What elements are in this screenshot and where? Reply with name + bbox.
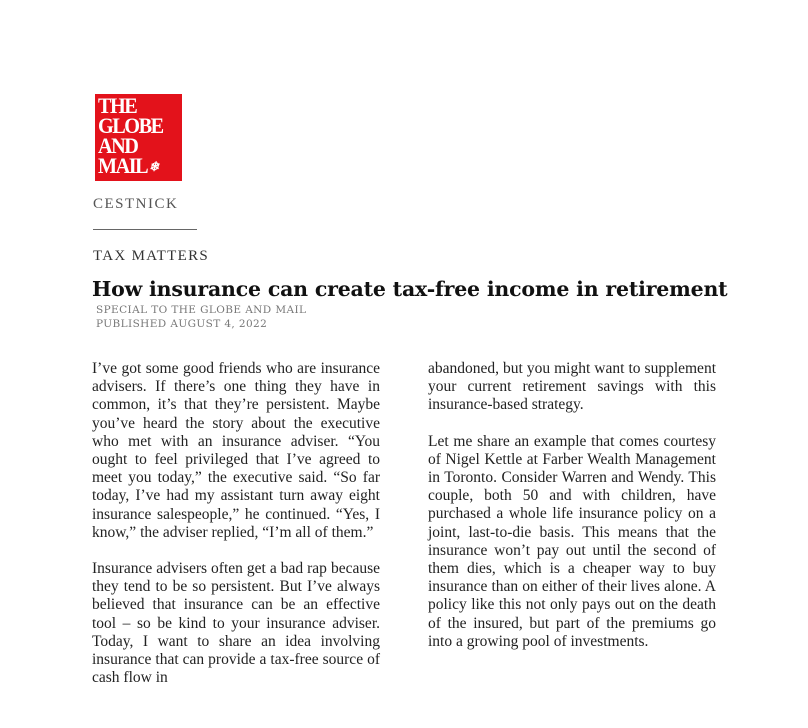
section-label: TAX MATTERS — [93, 248, 210, 264]
article-column-2 — [428, 360, 716, 669]
logo-line-4-text: MAIL — [98, 153, 148, 178]
body-paragraph: abandoned, but you might want to supplement your current retirement savings with this insurance-based strategy. — [428, 360, 716, 414]
logo-line-3: AND — [98, 133, 138, 158]
divider — [93, 229, 197, 230]
logo-line-2: GLOBE — [98, 113, 163, 138]
maple-leaf-icon: ❄ — [149, 159, 160, 174]
article-headline: How insurance can create tax-free income in retirement — [92, 277, 728, 301]
published-date: PUBLISHED AUGUST 4, 2022 — [96, 318, 268, 330]
byline: SPECIAL TO THE GLOBE AND MAIL — [96, 304, 307, 316]
logo-line-1: THE — [98, 93, 137, 118]
body-paragraph: Let me share an example that comes courtesy of Nigel Kettle at Farber Wealth Management in Toronto. Consider Warren and Wendy. This couple, both 50 and with children, have purchased a whole life insurance policy on a joint, last-to-die basis. This means that the insurance won’t pay out until the second of them dies, which is a cheaper way to buy insurance than on either of their lives alone. A policy like this not only pays out on the death of the insured, but part of the premiums go into a growing pool of investments. — [428, 432, 716, 650]
globe-and-mail-logo — [95, 94, 182, 181]
article-column-1 — [92, 360, 380, 705]
body-paragraph: I’ve got some good friends who are insurance advisers. If there’s one thing they have in common, it’s that they’re persistent. Maybe you’ve heard the story about the executive who met with an insurance adviser. “You ought to feel privileged that I’ve agreed to meet you today,” the executive said. “So far today, I’ve had my assistant turn away eight insurance salespeople,” he continued. “Yes, I know,” the adviser replied, “I’m all of them.” — [92, 360, 380, 541]
body-paragraph: Insurance advisers often get a bad rap because they tend to be so persistent. But I’ve always believed that insurance can be an effective tool – so be kind to your insurance adviser. Today, I want to share an idea involving insurance that can provide a tax-free source of cash flow in — [92, 560, 380, 687]
columnist-name: CESTNICK — [93, 196, 179, 212]
logo-line-4 — [98, 153, 175, 178]
